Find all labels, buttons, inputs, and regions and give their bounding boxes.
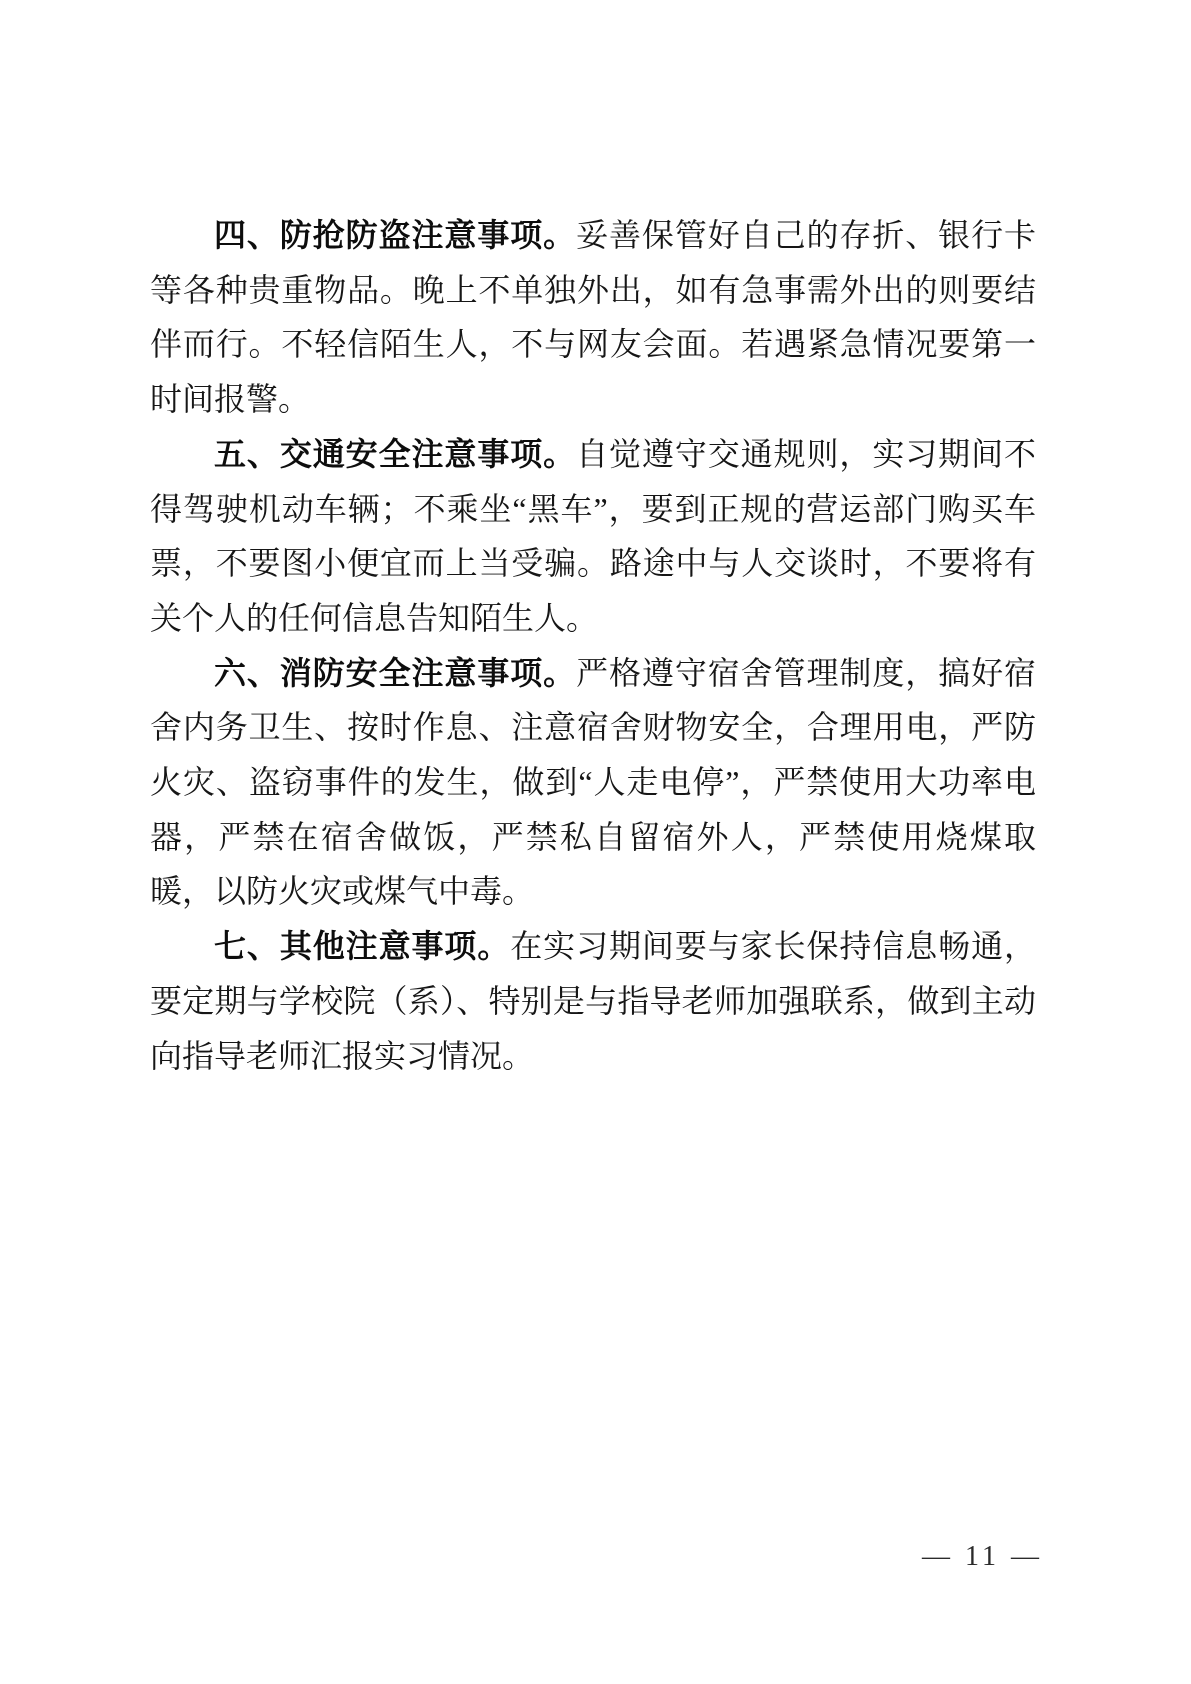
- paragraph-5-traffic-safety: [150, 427, 1036, 646]
- paragraph-body: 在实习期间要与家长保持信息畅通，要定期与学校院（系）、特别是与指导老师加强联系，做到主动向指导老师汇报实习情况。: [150, 928, 1036, 1074]
- paragraph-body: 妥善保管好自己的存折、银行卡等各种贵重物品。晚上不单独外出，如有急事需外出的则要结伴而行。不轻信陌生人，不与网友会面。若遇紧急情况要第一时间报警。: [150, 217, 1036, 418]
- paragraph-heading: 六、消防安全注意事项。: [214, 654, 577, 691]
- paragraph-body: 严格遵守宿舍管理制度，搞好宿舍内务卫生、按时作息、注意宿舍财物安全，合理用电，严防火灾、盗窃事件的发生，做到“人走电停”，严禁使用大功率电器，严禁在宿舍做饭，严禁私自留宿外人，严禁使用烧煤取暖，以防火灾或煤气中毒。: [150, 654, 1036, 910]
- paragraph-heading: 四、防抢防盗注意事项。: [214, 217, 577, 253]
- paragraph-body: 自觉遵守交通规则，实习期间不得驾驶机动车辆；不乘坐“黑车”，要到正规的营运部门购买车票，不要图小便宜而上当受骗。路途中与人交谈时，不要将有关个人的任何信息告知陌生人。: [150, 435, 1036, 636]
- page-number: — 11 —: [922, 1541, 1043, 1572]
- paragraph-7-other-notes: [150, 919, 1036, 1083]
- paragraph-heading: 七、其他注意事项。: [214, 928, 511, 965]
- paragraph-4-theft-prevention: [150, 208, 1036, 427]
- paragraph-6-fire-safety: [150, 646, 1036, 920]
- text-block: [150, 208, 1036, 1083]
- paragraph-heading: 五、交通安全注意事项。: [214, 435, 577, 472]
